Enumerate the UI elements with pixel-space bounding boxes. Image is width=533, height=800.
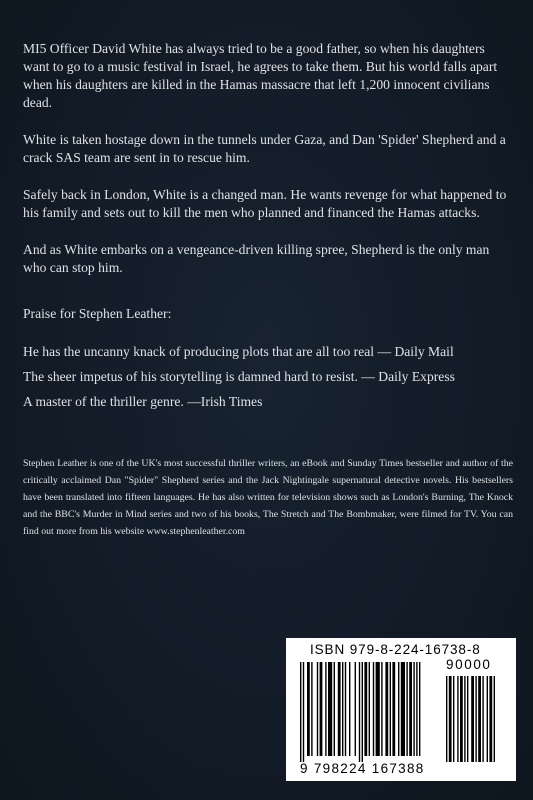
barcode-bar	[390, 662, 391, 756]
isbn-label: ISBN 979-8-224-16738-8	[310, 642, 481, 657]
barcode-bar	[467, 676, 468, 762]
praise-quote: A master of the thriller genre. —Irish Times	[23, 394, 263, 409]
barcode-bar	[419, 662, 420, 756]
barcode-bar	[453, 676, 454, 762]
barcode-bar	[334, 662, 335, 756]
praise-heading: Praise for Stephen Leather:	[23, 306, 172, 321]
barcode-digits: 9 798224 167388	[300, 761, 425, 776]
barcode-bar	[381, 662, 382, 756]
isbn-barcode	[286, 638, 516, 781]
blurb-paragraph-3: Safely back in London, White is a changed man. He wants revenge for what happened to his family and sets out to kill the men who planned and financed the Hamas attacks.	[23, 187, 507, 220]
barcode-bar	[338, 662, 341, 756]
blurb-paragraph-4: And as White embarks on a vengeance-driven killing spree, Shepherd is the only man who can stop him.	[23, 242, 490, 275]
barcode-bar	[392, 662, 395, 756]
barcode-bar	[369, 662, 370, 756]
barcode-bar	[478, 676, 481, 762]
barcode-bar	[489, 676, 492, 762]
barcode-bar	[345, 662, 346, 756]
barcode-bar	[482, 676, 483, 762]
barcode-bar	[376, 662, 380, 756]
barcode-bar	[449, 676, 452, 762]
barcode-bar	[311, 662, 312, 756]
barcode-bar	[398, 662, 399, 756]
barcode-bar	[406, 662, 407, 756]
barcode-bar	[317, 662, 318, 756]
barcode-bar	[364, 662, 367, 756]
praise-quote: The sheer impetus of his storytelling is damned hard to resist. — Daily Express	[23, 369, 455, 384]
barcode-bar	[416, 662, 417, 756]
praise-quote: He has the uncanny knack of producing plots that are all too real — Daily Mail	[23, 344, 454, 359]
barcode-bar	[401, 662, 405, 756]
barcode-bar	[328, 662, 332, 756]
barcode-bar	[475, 676, 476, 762]
barcode-bar	[355, 662, 356, 756]
barcode-bar	[373, 662, 374, 756]
barcode-bar	[446, 676, 447, 762]
barcode-bar	[303, 662, 304, 762]
barcode-bar	[342, 662, 343, 756]
barcode-bar	[409, 662, 412, 756]
barcode-addon-digits: 90000	[446, 657, 492, 672]
barcode-bar	[471, 676, 474, 762]
barcode-bar	[385, 662, 388, 756]
barcode-bar	[460, 676, 463, 762]
barcode-bar	[300, 662, 301, 762]
barcode-bar	[320, 662, 323, 756]
barcode-bar	[362, 662, 363, 762]
barcode-bar	[307, 662, 310, 756]
blurb-paragraph-2: White is taken hostage down in the tunnels under Gaza, and Dan 'Spider' Shepherd and a crack SAS team are sent in to rescue him.	[23, 132, 506, 165]
barcode-bar	[359, 662, 360, 762]
barcode-bar	[494, 676, 495, 762]
blurb-paragraph-1: MI5 Officer David White has always tried to be a good father, so when his daughters want to go to a music festival in Israel, he agrees to take them. But his world falls apart when his daughters are killed in the Hamas massacre that left 1,200 innocent civilians dead.	[23, 41, 498, 110]
author-bio: Stephen Leather is one of the UK's most successful thriller writers, an eBook and Sunday Times bestseller and author of the critically acclaimed Dan "Spider" Shepherd series and the Jack Nightingale supernatural detective novels. His bestsellers have been translated into fifteen languages. He has also written for television shows such as London's Burning, The Knock and the BBC's Murder in Mind series and two of his books, The Stretch and The Bombmaker, were filmed for TV. You can find out more from his website www.stephenleather.com	[23, 458, 513, 537]
blurb	[23, 40, 513, 296]
barcode-bar	[413, 662, 414, 756]
barcode-bar	[464, 676, 465, 762]
praise-quotes	[23, 343, 513, 418]
barcode-bar	[457, 676, 458, 762]
barcode-bar	[325, 662, 326, 756]
barcode-bar	[487, 676, 488, 762]
barcode-bar	[349, 662, 350, 756]
